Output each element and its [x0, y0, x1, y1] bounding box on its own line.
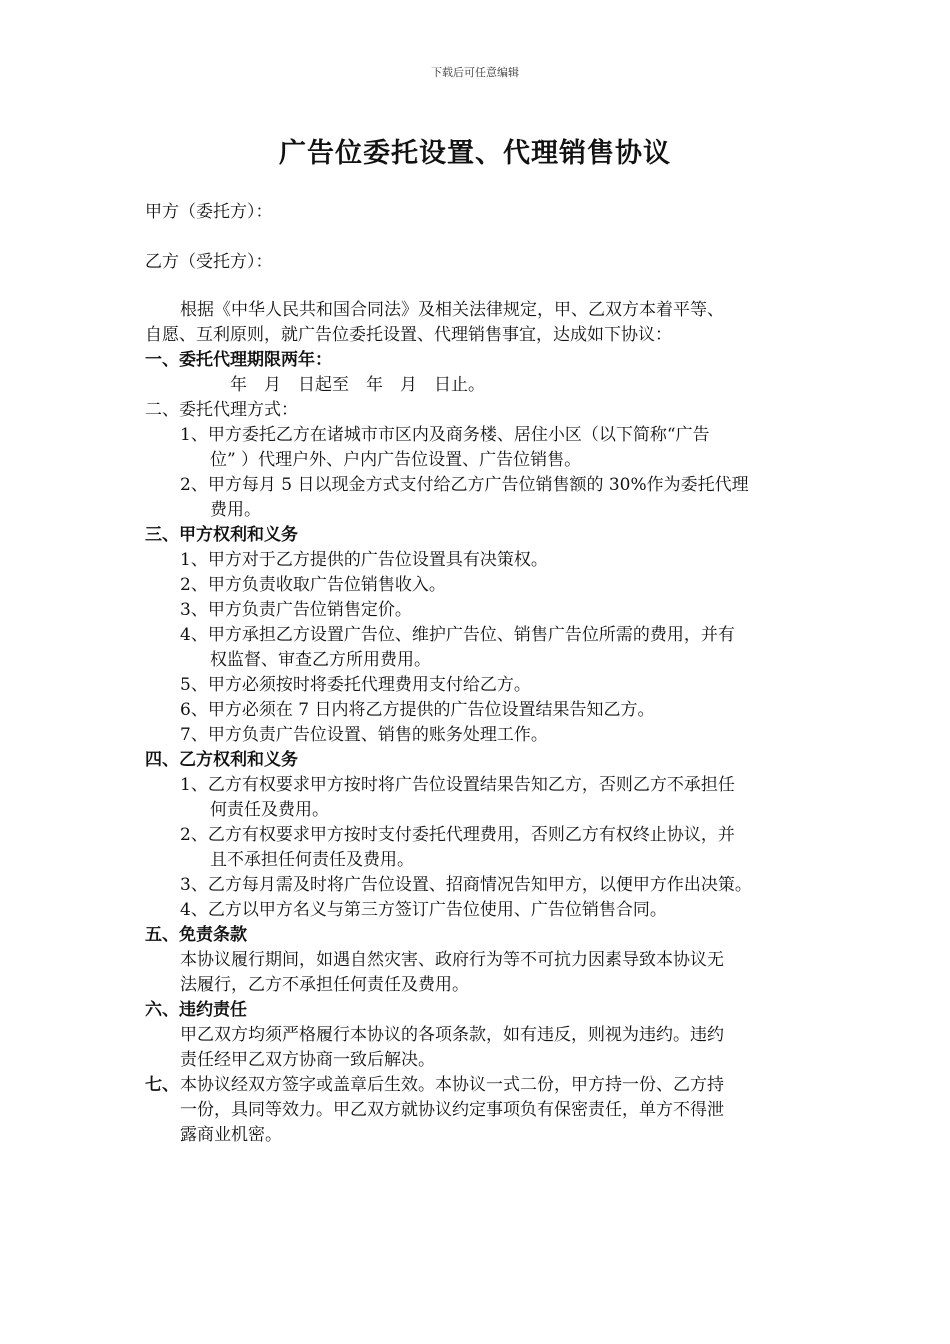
section-4-item-2-line-2: 且不承担任何责任及费用。: [210, 850, 414, 870]
section-3-item-7: 7、甲方负责广告位设置、销售的账务处理工作。: [180, 725, 548, 745]
section-4-item-3: 3、乙方每月需及时将广告位设置、招商情况告知甲方，以便甲方作出决策。: [180, 875, 752, 895]
section-3-item-6: 6、甲方必须在 7 日内将乙方提供的广告位设置结果告知乙方。: [180, 700, 655, 720]
intro-line-2: 自愿、互利原则，就广告位委托设置、代理销售事宜，达成如下协议：: [145, 325, 672, 345]
section-5-body-line-2: 法履行，乙方不承担任何责任及费用。: [180, 975, 469, 995]
section-6-body-line-2: 责任经甲乙双方协商一致后解决。: [180, 1050, 435, 1070]
section-7-body-line-3: 露商业机密。: [180, 1125, 282, 1145]
section-4-item-1-line-2: 何责任及费用。: [210, 800, 329, 820]
section-2-item-2-line-2: 费用。: [210, 500, 261, 520]
section-4-item-2-line-1: 2、乙方有权要求甲方按时支付委托代理费用，否则乙方有权终止协议，并: [180, 825, 735, 845]
section-7-label: 七、: [145, 1075, 179, 1095]
section-4-item-4: 4、乙方以甲方名义与第三方签订广告位使用、广告位销售合同。: [180, 900, 667, 920]
section-2-heading: 二、委托代理方式：: [145, 400, 298, 420]
document-title: 广告位委托设置、代理销售协议: [279, 138, 671, 169]
section-2-item-1-line-1: 1、甲方委托乙方在诸城市市区内及商务楼、居住小区（以下简称“广告: [180, 425, 710, 445]
section-7-body-line-2: 一份，具同等效力。甲乙双方就协议约定事项负有保密责任，单方不得泄: [180, 1100, 724, 1120]
party-a-line: 甲方（委托方）：: [145, 202, 273, 222]
header-note: 下载后可任意编辑: [431, 66, 519, 79]
section-3-item-4-line-1: 4、甲方承担乙方设置广告位、维护广告位、销售广告位所需的费用，并有: [180, 625, 735, 645]
section-4-item-1-line-1: 1、乙方有权要求甲方按时将广告位设置结果告知乙方，否则乙方不承担任: [180, 775, 735, 795]
section-2-item-1-line-2: 位” ）代理户外、户内广告位设置、广告位销售。: [210, 450, 582, 470]
section-3-heading: 三、甲方权利和义务: [145, 525, 298, 545]
section-4-heading: 四、乙方权利和义务: [145, 750, 298, 770]
section-3-item-5: 5、甲方必须按时将委托代理费用支付给乙方。: [180, 675, 531, 695]
section-2-item-2-line-1: 2、甲方每月 5 日以现金方式支付给乙方广告位销售额的 30%作为委托代理: [180, 475, 749, 495]
party-b-line: 乙方（受托方）：: [145, 252, 273, 272]
section-3-item-1: 1、甲方对于乙方提供的广告位设置具有决策权。: [180, 550, 548, 570]
section-3-item-3: 3、甲方负责广告位销售定价。: [180, 600, 412, 620]
section-1-period: 年 月 日起至 年 月 日止。: [230, 375, 485, 395]
section-5-heading: 五、免责条款: [145, 925, 247, 945]
section-1-heading: 一、委托代理期限两年：: [145, 350, 332, 370]
section-3-item-4-line-2: 权监督、审查乙方所用费用。: [210, 650, 431, 670]
section-6-body-line-1: 甲乙双方均须严格履行本协议的各项条款，如有违反，则视为违约。违约: [180, 1025, 724, 1045]
section-5-body-line-1: 本协议履行期间，如遇自然灾害、政府行为等不可抗力因素导致本协议无: [180, 950, 724, 970]
section-3-item-2: 2、甲方负责收取广告位销售收入。: [180, 575, 446, 595]
section-6-heading: 六、违约责任: [145, 1000, 247, 1020]
intro-line-1: 根据《中华人民共和国合同法》及相关法律规定，甲、乙双方本着平等、: [180, 300, 724, 320]
section-7-body-line-1: 本协议经双方签字或盖章后生效。本协议一式二份，甲方持一份、乙方持: [180, 1075, 724, 1095]
